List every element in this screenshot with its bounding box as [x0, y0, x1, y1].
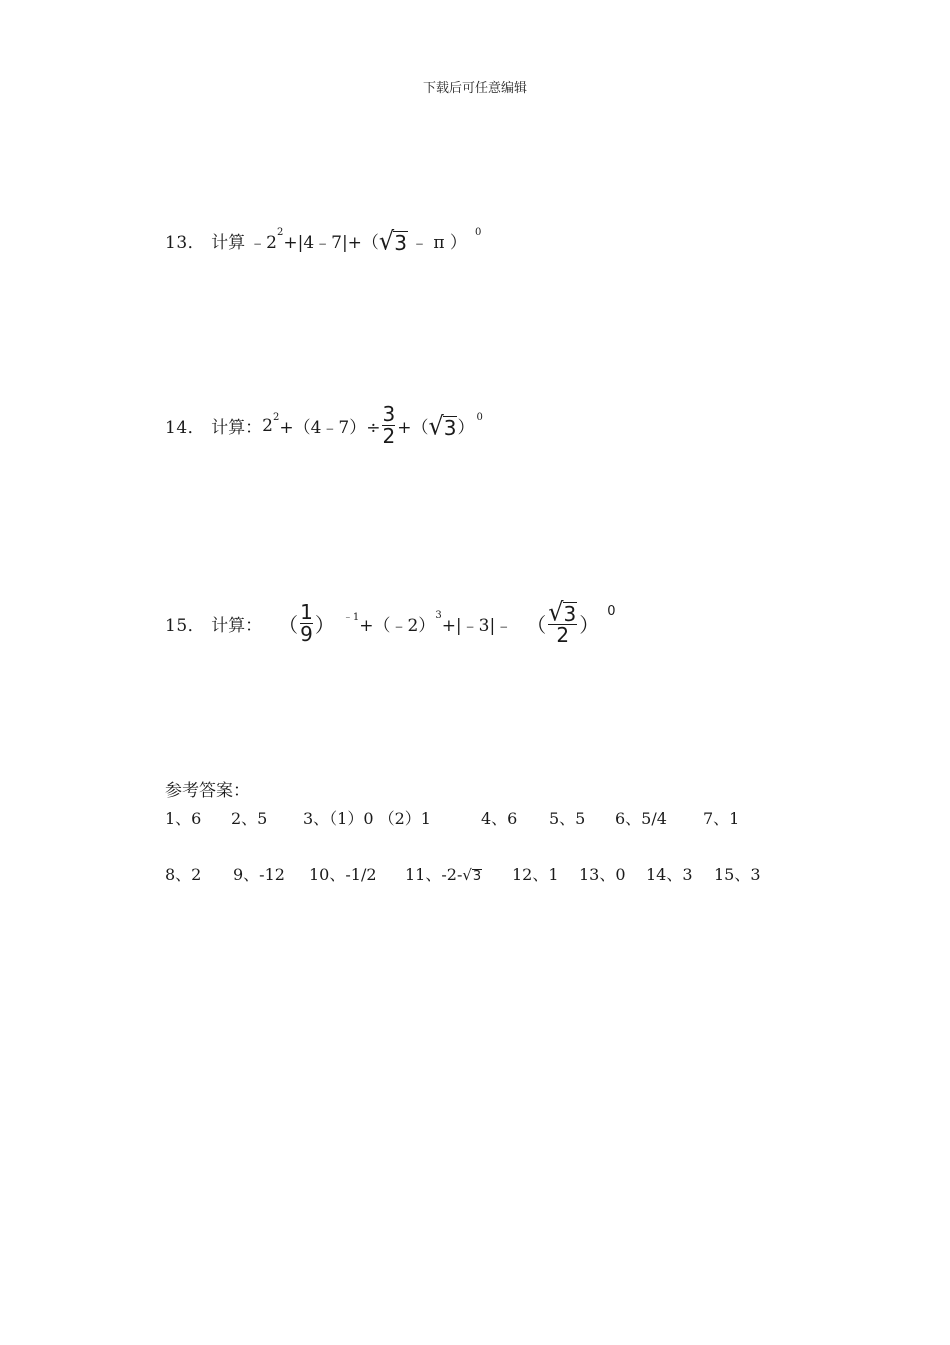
sqrt-expression	[462, 868, 482, 883]
problem-14	[165, 404, 483, 447]
page-header: 下载后可任意编辑	[422, 81, 527, 96]
problem-13	[165, 225, 482, 256]
exponent: 0	[474, 227, 482, 238]
expr-text: ）	[457, 418, 475, 438]
problem-number: 15．	[165, 615, 206, 636]
fraction	[548, 597, 577, 647]
answers-title: 参考答案：	[165, 781, 250, 801]
exponent: ﹣1	[342, 611, 360, 623]
radical-sign-icon: √	[428, 410, 444, 441]
paren-open: （	[526, 612, 547, 637]
denominator: 2	[556, 623, 570, 647]
expr-text: +（﹣2）	[359, 615, 436, 636]
exponent: 0	[607, 603, 616, 619]
problem-number: 14．	[165, 418, 206, 438]
exponent: 3	[435, 609, 442, 621]
problem-label: 计算：	[211, 418, 263, 438]
answer-item: 2、5	[231, 809, 268, 828]
radicand: 3	[472, 869, 482, 884]
problem-15	[165, 597, 616, 647]
answer-item: 9、-12	[233, 865, 285, 884]
sqrt-expression	[378, 225, 408, 256]
answer-item: 4、6	[481, 809, 518, 828]
paren-close: ）	[579, 612, 600, 637]
radical-sign-icon: √	[378, 225, 395, 256]
exponent: 0	[476, 412, 483, 423]
denominator: 9	[300, 621, 313, 646]
sqrt-expression	[548, 597, 577, 627]
numerator: 3	[382, 402, 396, 426]
problem-label: 计算：	[211, 615, 263, 636]
radicand: 3	[394, 230, 407, 255]
radical-sign-icon: √	[462, 866, 472, 884]
numerator	[548, 597, 577, 627]
expr-text: +（	[397, 418, 429, 438]
answer-item: 3、（1）0 （2）1	[303, 809, 431, 828]
answer-item-11	[405, 862, 512, 885]
exponent: 2	[272, 412, 280, 423]
fraction	[300, 599, 313, 646]
answers-row-2	[165, 862, 761, 885]
answer-text: 11、-2-	[405, 865, 463, 884]
answer-item: 12、1	[512, 865, 559, 884]
paren-open: （	[278, 612, 299, 637]
exponent: 2	[276, 227, 284, 238]
paren-close: ）	[314, 612, 335, 637]
problem-label: 计算	[211, 233, 246, 253]
radicand: 3	[443, 415, 457, 440]
fraction	[382, 404, 395, 447]
expr-text: +|4﹣7|+（	[283, 233, 379, 253]
expr-text: ﹣ π ）	[410, 233, 467, 253]
expr-text: +|﹣3|﹣	[441, 615, 513, 636]
expr-text: +（4﹣7）÷	[279, 418, 381, 438]
answer-item: 6、5/4	[615, 809, 667, 828]
expr-text: 2	[262, 415, 273, 436]
answer-item: 14、3	[646, 865, 693, 884]
numerator: 1	[300, 599, 313, 624]
answer-item: 13、0	[579, 865, 626, 884]
answer-item: 8、2	[165, 865, 202, 884]
sqrt-expression	[428, 410, 457, 441]
answer-item: 7、1	[703, 809, 740, 828]
expr-text: ﹣2	[249, 233, 277, 253]
answers-row-1	[165, 806, 739, 829]
answer-item: 1、6	[165, 809, 202, 828]
problem-number: 13．	[165, 233, 206, 253]
answer-item: 5、5	[549, 809, 586, 828]
answer-item: 15、3	[714, 865, 761, 884]
radicand: 3	[563, 602, 577, 626]
denominator: 2	[382, 424, 396, 448]
answer-item: 10、-1/2	[309, 865, 377, 884]
radical-sign-icon: √	[548, 597, 564, 627]
